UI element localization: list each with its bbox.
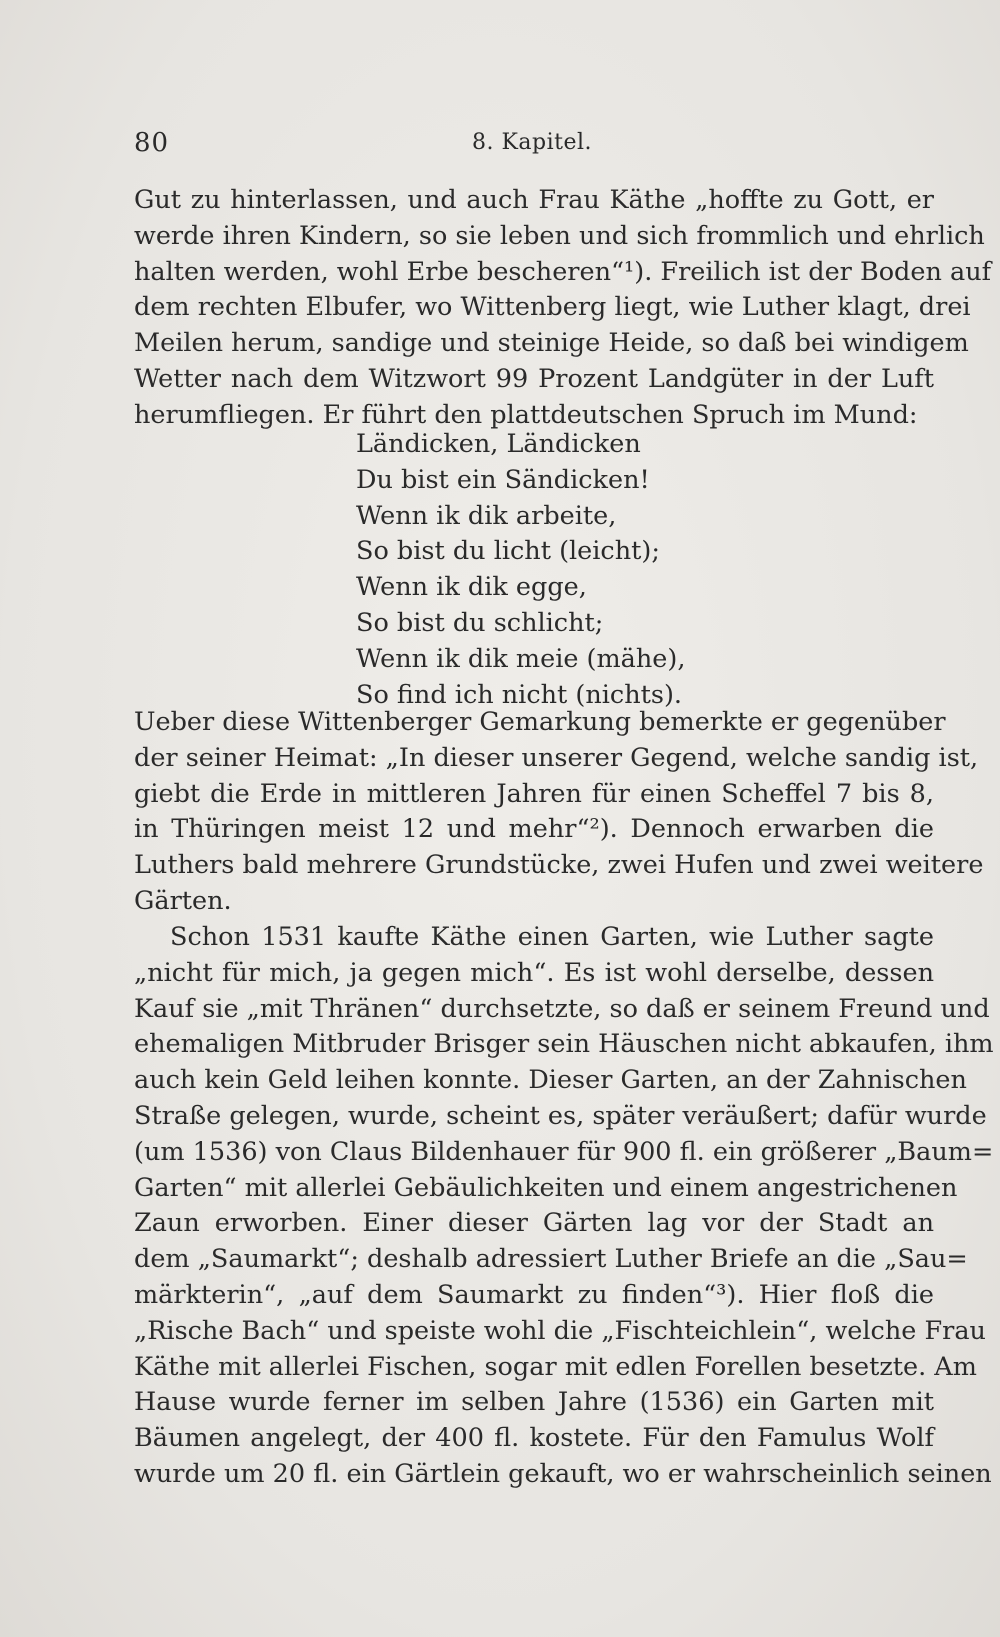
text-line: Kauf sie „mit Thränen“ durchsetzte, so daß er seinem Freund und [134, 993, 990, 1024]
text-line: Gärten. [134, 885, 232, 916]
text-line: Meilen herum, sandige und steinige Heide, so daß bei windigem [134, 328, 969, 359]
text-line: herumfliegen. Er führt den plattdeutschen Spruch im Mund: [134, 399, 918, 430]
paragraph-3 [134, 920, 994, 1493]
paragraph-2 [134, 705, 984, 920]
text-line: dem rechten Elbufer, wo Wittenberg liegt, wie Luther klagt, drei [134, 292, 971, 323]
text-line: „nicht für mich, ja gegen mich“. Es ist wohl derselbe, dessen [134, 957, 934, 988]
verse-line: Ländicken, Ländicken [356, 429, 641, 459]
text-line: Zaun erworben. Einer dieser Gärten lag vor der Stadt an [134, 1208, 934, 1239]
text-line: Hause wurde ferner im selben Jahre (1536) ein Garten mit [134, 1387, 934, 1418]
text-line: Bäumen angelegt, der 400 fl. kostete. Für den Famulus Wolf [134, 1423, 934, 1454]
text-line: in Thüringen meist 12 und mehr“²). Dennoch erwarben die [134, 814, 934, 845]
text-line: wurde um 20 fl. ein Gärtlein gekauft, wo er wahrscheinlich seinen [134, 1458, 992, 1489]
text-line: Luthers bald mehrere Grundstücke, zwei Hufen und zwei weitere [134, 850, 984, 881]
verse-line: Wenn ik dik arbeite, [356, 500, 617, 531]
verse-line: Du bist ein Sändicken! [356, 464, 650, 495]
text-line: der seiner Heimat: „In dieser unserer Gegend, welche sandig ist, [134, 742, 979, 773]
text-line: märkterin“, „auf dem Saumarkt zu finden“³). Hier floß die [134, 1279, 934, 1310]
text-line: Schon 1531 kaufte Käthe einen Garten, wie Luther sagte [170, 922, 934, 952]
text-line: halten werden, wohl Erbe bescheren“¹). Freilich ist der Boden auf [134, 256, 992, 287]
text-line: werde ihren Kindern, so sie leben und sich frommlich und ehrlich [134, 220, 985, 251]
paragraph-1 [134, 183, 992, 434]
text-line: Garten“ mit allerlei Gebäulichkeiten und einem angestrichenen [134, 1172, 958, 1203]
text-line: Straße gelegen, wurde, scheint es, später veräußert; dafür wurde [134, 1100, 987, 1131]
verse-line: So bist du schlicht; [356, 607, 604, 638]
verse-line: So find ich nicht (nichts). [356, 679, 683, 710]
text-line: giebt die Erde in mittleren Jahren für einen Scheffel 7 bis 8, [134, 778, 934, 809]
verse-line: So bist du licht (leicht); [356, 536, 660, 567]
text-line: Wetter nach dem Witzwort 99 Prozent Landgüter in der Luft [134, 363, 934, 394]
text-line: dem „Saumarkt“; deshalb adressiert Luther Briefe an die „Sau= [134, 1244, 968, 1275]
text-line: (um 1536) von Claus Bildenhauer für 900 fl. ein größerer „Baum= [134, 1136, 994, 1167]
verse-line: Wenn ik dik meie (mähe), [356, 643, 686, 674]
verse-line: Wenn ik dik egge, [356, 572, 587, 603]
text-line: Gut zu hinterlassen, und auch Frau Käthe „hoffte zu Gott, er [134, 185, 934, 215]
page-header [134, 128, 934, 168]
text-line: Käthe mit allerlei Fischen, sogar mit edlen Forellen besetzte. Am [134, 1351, 977, 1382]
verse-block [356, 427, 836, 713]
text-line: auch kein Geld leihen konnte. Dieser Garten, an der Zahnischen [134, 1065, 967, 1096]
text-line: „Rische Bach“ und speiste wohl die „Fischteichlein“, welche Frau [134, 1315, 986, 1346]
text-line: Ueber diese Wittenberger Gemarkung bemerkte er gegenüber [134, 707, 946, 737]
page-number: 80 [134, 128, 170, 158]
chapter-title: 8. Kapitel. [472, 130, 593, 155]
text-line: ehemaligen Mitbruder Brisger sein Häuschen nicht abkaufen, ihm [134, 1029, 994, 1060]
